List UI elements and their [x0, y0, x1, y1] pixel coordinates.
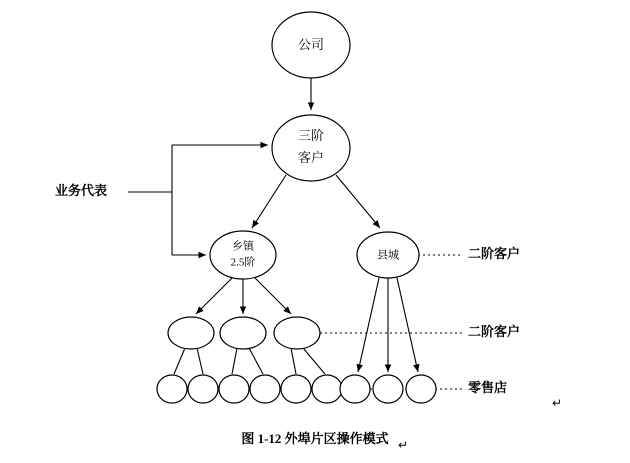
label-second-tier-lower: 二阶客户 — [468, 323, 521, 339]
edge-mid-3-to-store-5 — [291, 348, 296, 374]
figure-caption: 图 1-12 外埠片区操作模式 — [241, 431, 389, 446]
node-county-label: 县城 — [377, 249, 399, 262]
label-second-tier-upper: 二阶客户 — [468, 245, 521, 261]
edge-third-tier-to-township — [252, 175, 286, 228]
edge-township-to-mid-1 — [196, 278, 232, 314]
node-store-1[interactable] — [157, 375, 187, 403]
edge-mid-2-to-store-4 — [249, 348, 263, 374]
node-store-2[interactable] — [188, 375, 218, 403]
paragraph-mark-2: ↵ — [398, 438, 409, 452]
node-third-tier-label-line1: 三阶 — [297, 127, 325, 143]
node-store-6[interactable] — [312, 375, 342, 403]
node-mid-3[interactable] — [274, 317, 320, 349]
edge-county-to-store-1 — [358, 278, 379, 372]
node-store-5[interactable] — [281, 375, 311, 403]
node-store-3[interactable] — [219, 375, 249, 403]
edge-township-to-mid-3 — [255, 278, 291, 314]
label-sales-rep: 业务代表 — [55, 182, 108, 198]
node-store-4[interactable] — [250, 375, 280, 403]
node-mid-2[interactable] — [220, 317, 266, 349]
node-store-7[interactable] — [340, 375, 370, 403]
edge-county-to-store-3 — [397, 278, 418, 372]
edge-third-tier-to-county — [336, 175, 380, 228]
node-mid-1[interactable] — [168, 317, 214, 349]
edge-mid-1-to-store-2 — [197, 348, 203, 374]
paragraph-mark-1: ↵ — [552, 396, 563, 410]
node-company-label: 公司 — [297, 36, 325, 52]
node-township[interactable] — [210, 231, 276, 279]
node-third-tier[interactable] — [272, 115, 350, 181]
node-third-tier-label-line2: 客户 — [297, 149, 325, 165]
edge-mid-1-to-store-1 — [174, 348, 185, 374]
node-township-label-line1: 乡镇 — [232, 240, 254, 253]
edge-mid-3-to-store-6 — [303, 348, 325, 374]
node-township-label-line2: 2.5阶 — [230, 256, 256, 269]
node-store-8[interactable] — [373, 375, 403, 403]
label-retail-store: 零售店 — [468, 379, 508, 395]
node-store-9[interactable] — [406, 375, 436, 403]
edge-mid-2-to-store-3 — [232, 348, 237, 374]
